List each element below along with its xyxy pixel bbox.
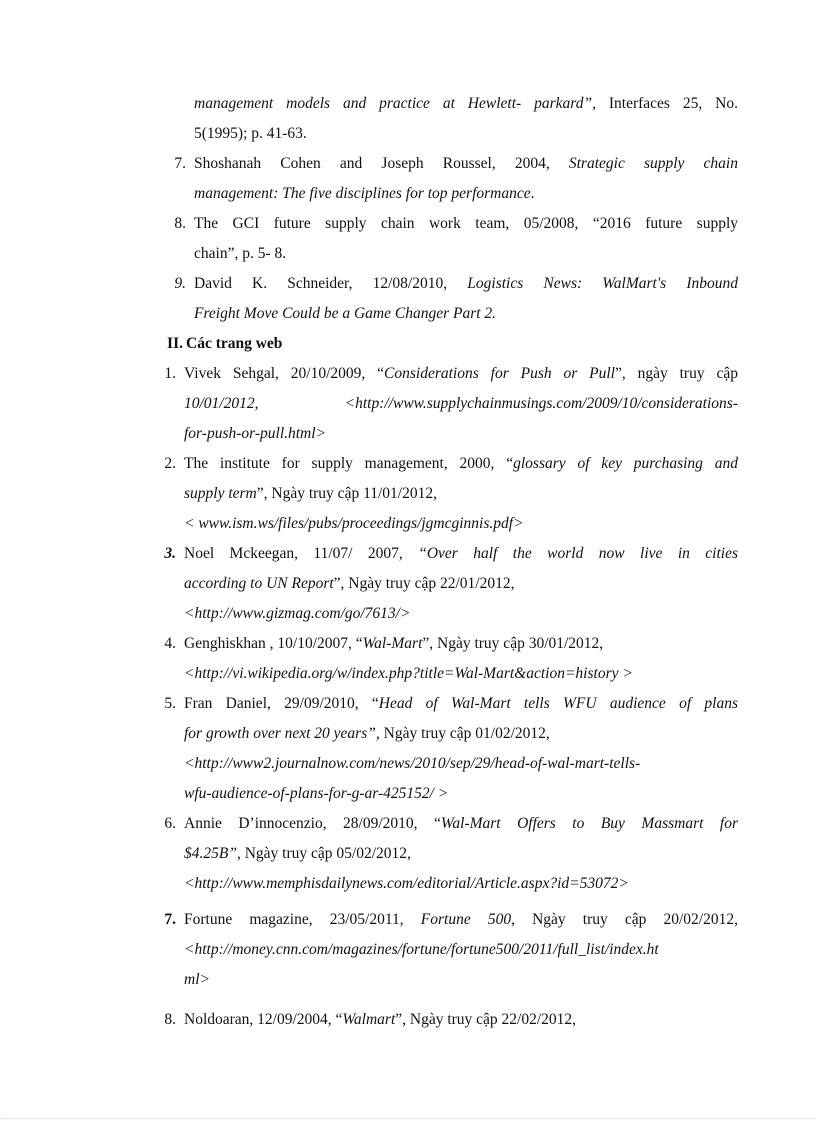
web-reference-4-line-2: <http://vi.wikipedia.org/w/index.php?title=Wal-Mart&action=history > (184, 665, 633, 682)
reference-number: 9. (174, 275, 186, 292)
web-reference-5-line-3: <http://www2.journalnow.com/news/2010/sep/29/head-of-wal-mart-tells- (184, 755, 641, 772)
section-title: Các trang web (186, 335, 283, 352)
reference-7-line-2: management: The five disciplines for top performance. (194, 185, 535, 202)
reference-8-line-2: chain”, p. 5- 8. (194, 245, 287, 262)
web-reference-3-line-3: <http://www.gizmag.com/go/7613/> (184, 605, 411, 622)
web-reference-3-line-1: Noel Mckeegan, 11/07/ 2007, “Over half the world now live in cities (184, 545, 739, 562)
section-number: II. (167, 335, 183, 352)
web-reference-7-line-3: ml> (184, 971, 210, 988)
web-reference-number: 6. (164, 815, 176, 832)
web-reference-number: 5. (164, 695, 176, 712)
reference-continuation-line-1: management models and practice at Hewlett- parkard”, Interfaces 25, No. (194, 95, 738, 112)
web-reference-1-line-3: for-push-or-pull.html> (184, 425, 327, 442)
page-edge-divider (0, 1118, 816, 1119)
web-reference-number: 1. (164, 365, 176, 382)
web-reference-2-line-1: The institute for supply management, 2000, “glossary of key purchasing and (184, 455, 738, 472)
reference-9-line-1: David K. Schneider, 12/08/2010, Logistics News: WalMart's Inbound (194, 275, 739, 292)
reference-9-line-2: Freight Move Could be a Game Changer Part 2. (194, 305, 497, 322)
web-reference-number: 3. (164, 545, 176, 562)
web-reference-6-line-3: <http://www.memphisdailynews.com/editorial/Article.aspx?id=53072> (184, 875, 629, 892)
web-reference-7-line-2: <http://money.cnn.com/magazines/fortune/fortune500/2011/full_list/index.ht (184, 941, 659, 958)
web-reference-number: 2. (164, 455, 176, 472)
web-reference-3-line-2: according to UN Report”, Ngày truy cập 22/01/2012, (184, 575, 515, 592)
web-reference-6-line-1: Annie D’innocenzio, 28/09/2010, “Wal-Mart Offers to Buy Massmart for (184, 815, 738, 832)
web-reference-number: 7. (164, 911, 176, 928)
reference-8-line-1: The GCI future supply chain work team, 05/2008, “2016 future supply (194, 215, 738, 232)
web-reference-4-line-1: Genghiskhan , 10/10/2007, “Wal-Mart”, Ngày truy cập 30/01/2012, (184, 635, 604, 652)
web-reference-5-line-2: for growth over next 20 years”, Ngày truy cập 01/02/2012, (184, 725, 550, 742)
web-reference-8-line-1: Noldoaran, 12/09/2004, “Walmart”, Ngày truy cập 22/02/2012, (184, 1011, 577, 1028)
web-reference-7-line-1: Fortune magazine, 23/05/2011, Fortune 500, Ngày truy cập 20/02/2012, (184, 911, 738, 928)
web-reference-6-line-2: $4.25B”, Ngày truy cập 05/02/2012, (184, 845, 411, 862)
web-reference-5-line-4: wfu-audience-of-plans-for-g-ar-425152/ > (184, 785, 449, 802)
reference-7-line-1: Shoshanah Cohen and Joseph Roussel, 2004, Strategic supply chain (194, 155, 738, 172)
web-reference-number: 4. (164, 635, 176, 652)
reference-number: 7. (174, 155, 186, 172)
web-reference-5-line-1: Fran Daniel, 29/09/2010, “Head of Wal-Mart tells WFU audience of plans (184, 695, 738, 712)
web-reference-2-line-3: < www.ism.ws/files/pubs/proceedings/jgmcginnis.pdf> (184, 515, 524, 532)
web-reference-number: 8. (164, 1011, 176, 1028)
reference-continuation-line-2: 5(1995); p. 41-63. (194, 125, 307, 142)
web-reference-2-line-2: supply term”, Ngày truy cập 11/01/2012, (184, 485, 437, 502)
reference-number: 8. (174, 215, 186, 232)
web-reference-1-line-2: 10/01/2012, <http://www.supplychainmusings.com/2009/10/considerations- (184, 395, 738, 412)
web-reference-1-line-1: Vivek Sehgal, 20/10/2009, “Considerations for Push or Pull”, ngày truy cập (184, 365, 738, 382)
